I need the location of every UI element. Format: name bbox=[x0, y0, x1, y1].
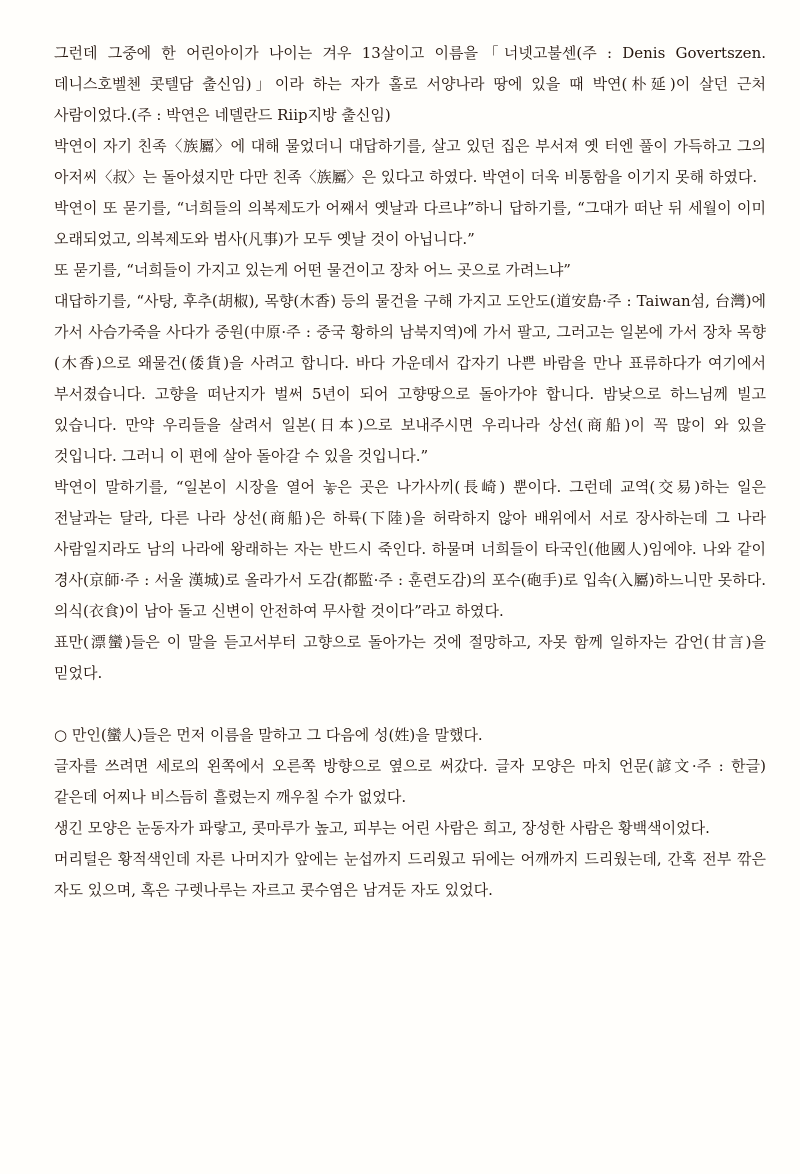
paragraph-5: 대답하기를, “사탕, 후추(胡椒), 목향(木香) 등의 물건을 구해 가지고 도안도(道安島·주 : Taiwan섬, 台灣)에 가서 사슴가죽을 사다가 중원(中原·주 : 중국 황하의 남북지역)에 가서 팔고, 그러고는 일본에 가서 장차 목향(木香)으로 왜물건(倭貨)을 사려고 합니다. 바다 가운데서 갑자기 나쁜 바람을 만나 표류하다가 여기에서 부서졌습니다. 고향을 떠난지가 벌써 5년이 되어 고향땅으로 돌아가야 합니다. 밤낮으로 하느님께 빌고 있습니다. 만약 우리들을 살려서 일본(日本)으로 보내주시면 우리나라 상선(商船)이 꼭 많이 와 있을 것입니다. 그러니 이 편에 살아 돌아갈 수 있을 것입니다.” bbox=[54, 292, 766, 465]
paragraph-1: 그런데 그중에 한 어린아이가 나이는 겨우 13살이고 이름을「너넷고불센(주 : Denis Govertszen. 데니스호벨첸 콧텔담 출신임)」이라 하는 자가 홀로 서양나라 땅에 있을 때 박연(朴延)이 살던 근처 사람이었다.(주 : 박연은 네델란드 Riip지방 출신임) bbox=[54, 44, 766, 124]
paragraph-6: 박연이 말하기를, “일본이 시장을 열어 놓은 곳은 나가사끼(長崎) 뿐이다. 그런데 교역(交易)하는 일은 전날과는 달라, 다른 나라 상선(商船)은 하륙(下陸)을 허락하지 않아 배위에서 서로 장사하는데 그 나라 사람일지라도 남의 나라에 왕래하는 자는 반드시 죽인다. 하물며 너희들이 타국인(他國人)임에야. 나와 같이 경사(京師·주 : 서울 漢城)로 올라가서 도감(都監·주 : 훈련도감)의 포수(砲手)로 입속(入屬)하느니만 못하다. 의식(衣食)이 남아 돌고 신변이 안전하여 무사할 것이다”라고 하였다. bbox=[54, 478, 766, 620]
paragraph-11: 머리털은 황적색인데 자른 나머지가 앞에는 눈섭까지 드리웠고 뒤에는 어깨까지 드리웠는데, 간혹 전부 깎은 자도 있으며, 혹은 구렛나루는 자르고 콧수염은 남겨둔 자도 있었다. bbox=[54, 850, 766, 899]
paragraph-10: 생긴 모양은 눈동자가 파랗고, 콧마루가 높고, 피부는 어린 사람은 희고, 장성한 사람은 황백색이었다. bbox=[54, 819, 710, 837]
paragraph-4: 또 묻기를, “너희들이 가지고 있는게 어떤 물건이고 장차 어느 곳으로 가려느냐” bbox=[54, 261, 571, 279]
paragraph-2: 박연이 자기 친족〈族屬〉에 대해 물었더니 대답하기를, 살고 있던 집은 부서져 옛 터엔 풀이 가득하고 그의 아저씨〈叔〉는 돌아셨지만 다만 친족〈族屬〉은 있다고 하였다. 박연이 더욱 비통함을 이기지 못해 하였다. bbox=[54, 137, 766, 186]
paragraph-9: 글자를 쓰려면 세로의 왼쪽에서 오른쪽 방향으로 옆으로 써갔다. 글자 모양은 마치 언문(諺文·주 : 한글)같은데 어찌나 비스듬히 흘렸는지 깨우칠 수가 없었다. bbox=[54, 757, 766, 806]
paragraph-3: 박연이 또 묻기를, “너희들의 의복제도가 어째서 옛날과 다르냐”하니 답하기를, “그대가 떠난 뒤 세월이 이미 오래되었고, 의복제도와 범사(凡事)가 모두 옛날 것이 아닙니다.” bbox=[54, 199, 766, 248]
section-spacer bbox=[54, 689, 766, 720]
paragraph-7: 표만(漂蠻)들은 이 말을 듣고서부터 고향으로 돌아가는 것에 절망하고, 자못 함께 일하자는 감언(甘言)을 믿었다. bbox=[54, 633, 766, 682]
paragraph-8: ○ 만인(蠻人)들은 먼저 이름을 말하고 그 다음에 성(姓)을 말했다. bbox=[54, 726, 483, 744]
